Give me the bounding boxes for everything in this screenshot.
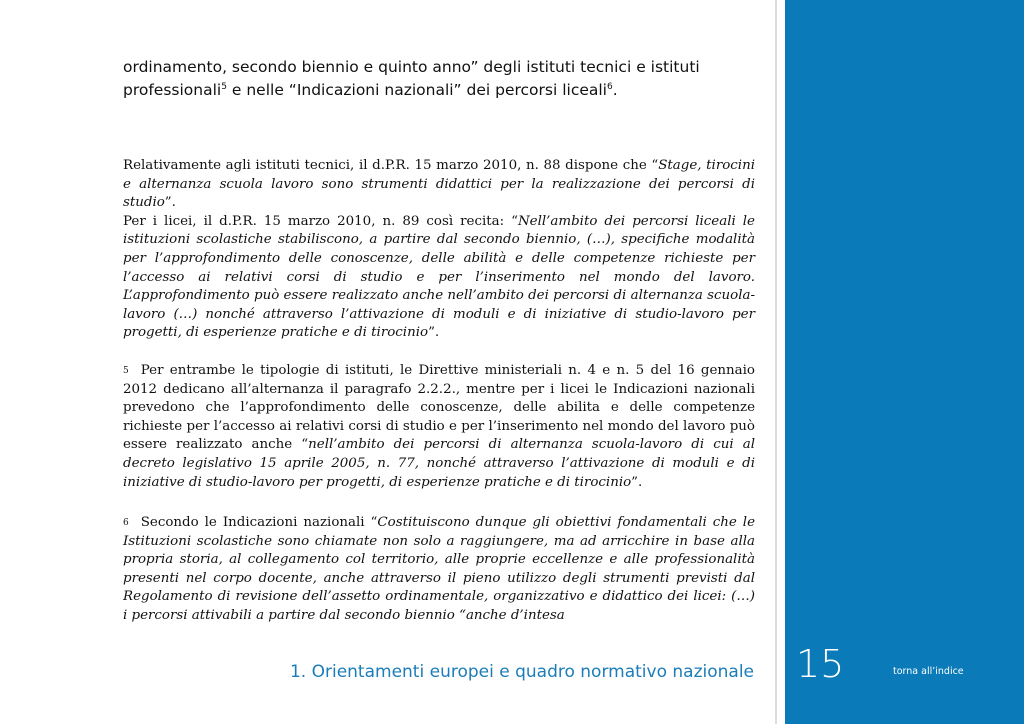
lead-line-2a: professionali bbox=[123, 81, 222, 100]
para1-quote-b: Nell’ambito dei percorsi liceali le istituzioni scolastiche stabiliscono, a partire dal secondo biennio, (…), specifiche modalità per l’approfondimento delle conoscenze, delle abilità e delle competenze richieste per l’accesso ai relativi corsi di studio e per l’inserimento nel mondo del lavoro. L’approfondimento può essere realizzato anche nell’ambito dei percorsi di alternanza scuola-lavoro (…) nonché attraverso l’attivazione di moduli e di iniziative di studio-lavoro per progetti, di esperienze pratiche e di tirocinio bbox=[123, 213, 755, 341]
para1-text-a: Relativamente agli istituti tecnici, il d.P.R. 15 marzo 2010, n. 88 dispone che “ bbox=[123, 158, 659, 173]
chapter-title: 1. Orientamenti europei e quadro normativo nazionale bbox=[289, 662, 754, 682]
footnote-ref-6[interactable]: 6 bbox=[607, 82, 613, 92]
footnote-5 bbox=[123, 362, 755, 492]
para1-end-b: ”. bbox=[428, 325, 440, 341]
column-divider bbox=[775, 0, 777, 724]
page-number: 15 bbox=[796, 642, 845, 686]
footnote-5-text: Per entrambe le tipologie di istituti, le Direttive ministeriali n. 4 e n. 5 del 16 gennaio 2012 dedicano all’alternanza il paragrafo 2.2.2., mentre per i licei le Indicazioni nazionali prevedono che l’approfondimento delle conoscenze, delle abilita e delle competenze richieste per l’accesso ai relativi corsi di studio e per l’inserimento nel mondo del lavoro può essere realizzato anche “ bbox=[123, 363, 755, 453]
lead-line-2b: e nelle “Indicazioni nazionali” dei percorsi liceali bbox=[226, 81, 607, 100]
footnote-5-number: 5 bbox=[123, 366, 129, 376]
footnote-6-quote: Costituiscono dunque gli obiettivi fondamentali che le Istituzioni scolastiche sono chiamate non solo a raggiungere, ma ad arricchire in base alla propria storia, al collegamento col territorio, alle proprie eccellenze e alle professionalità presenti nel corpo docente, anche attraverso il pieno utilizzo degli strumenti previsti dal Regolamento di revisione dell’assetto ordinamentale, organizzativo e didattico dei licei: (…) i percorsi attivabili a partire dal secondo biennio “anche d’intesa bbox=[123, 515, 755, 623]
paragraph-1 bbox=[123, 157, 755, 343]
sidebar-band bbox=[785, 0, 1024, 724]
back-to-index-link[interactable]: torna all’indice bbox=[893, 666, 964, 677]
lead-text bbox=[123, 57, 755, 100]
lead-line-1: ordinamento, secondo biennio e quinto anno” degli istituti tecnici e istituti bbox=[123, 58, 700, 76]
para1-end-a: ”. bbox=[164, 195, 176, 211]
footnote-5-quote: nell’ambito dei percorsi di alternanza scuola-lavoro di cui al decreto legislativo 15 aprile 2005, n. 77, nonché attraverso l’attivazione di moduli e di iniziative di studio-lavoro per progetti, di esperienze pratiche e di tirocinio bbox=[123, 437, 755, 490]
footnote-6-number: 6 bbox=[123, 518, 129, 528]
footnote-ref-5[interactable]: 5 bbox=[221, 82, 227, 92]
footnote-6 bbox=[123, 514, 755, 626]
para1-text-b: Per i licei, il d.P.R. 15 marzo 2010, n. 89 così recita: “ bbox=[123, 213, 518, 229]
para1-quote-a: Stage, tirocini e alternanza scuola lavoro sono strumenti didattici per la realizzazione dei percorsi di studio bbox=[123, 158, 755, 211]
footnote-5-end: ”. bbox=[631, 474, 643, 490]
lead-line-2c: . bbox=[612, 81, 618, 100]
footnote-6-text: Secondo le Indicazioni nazionali “ bbox=[140, 515, 378, 530]
